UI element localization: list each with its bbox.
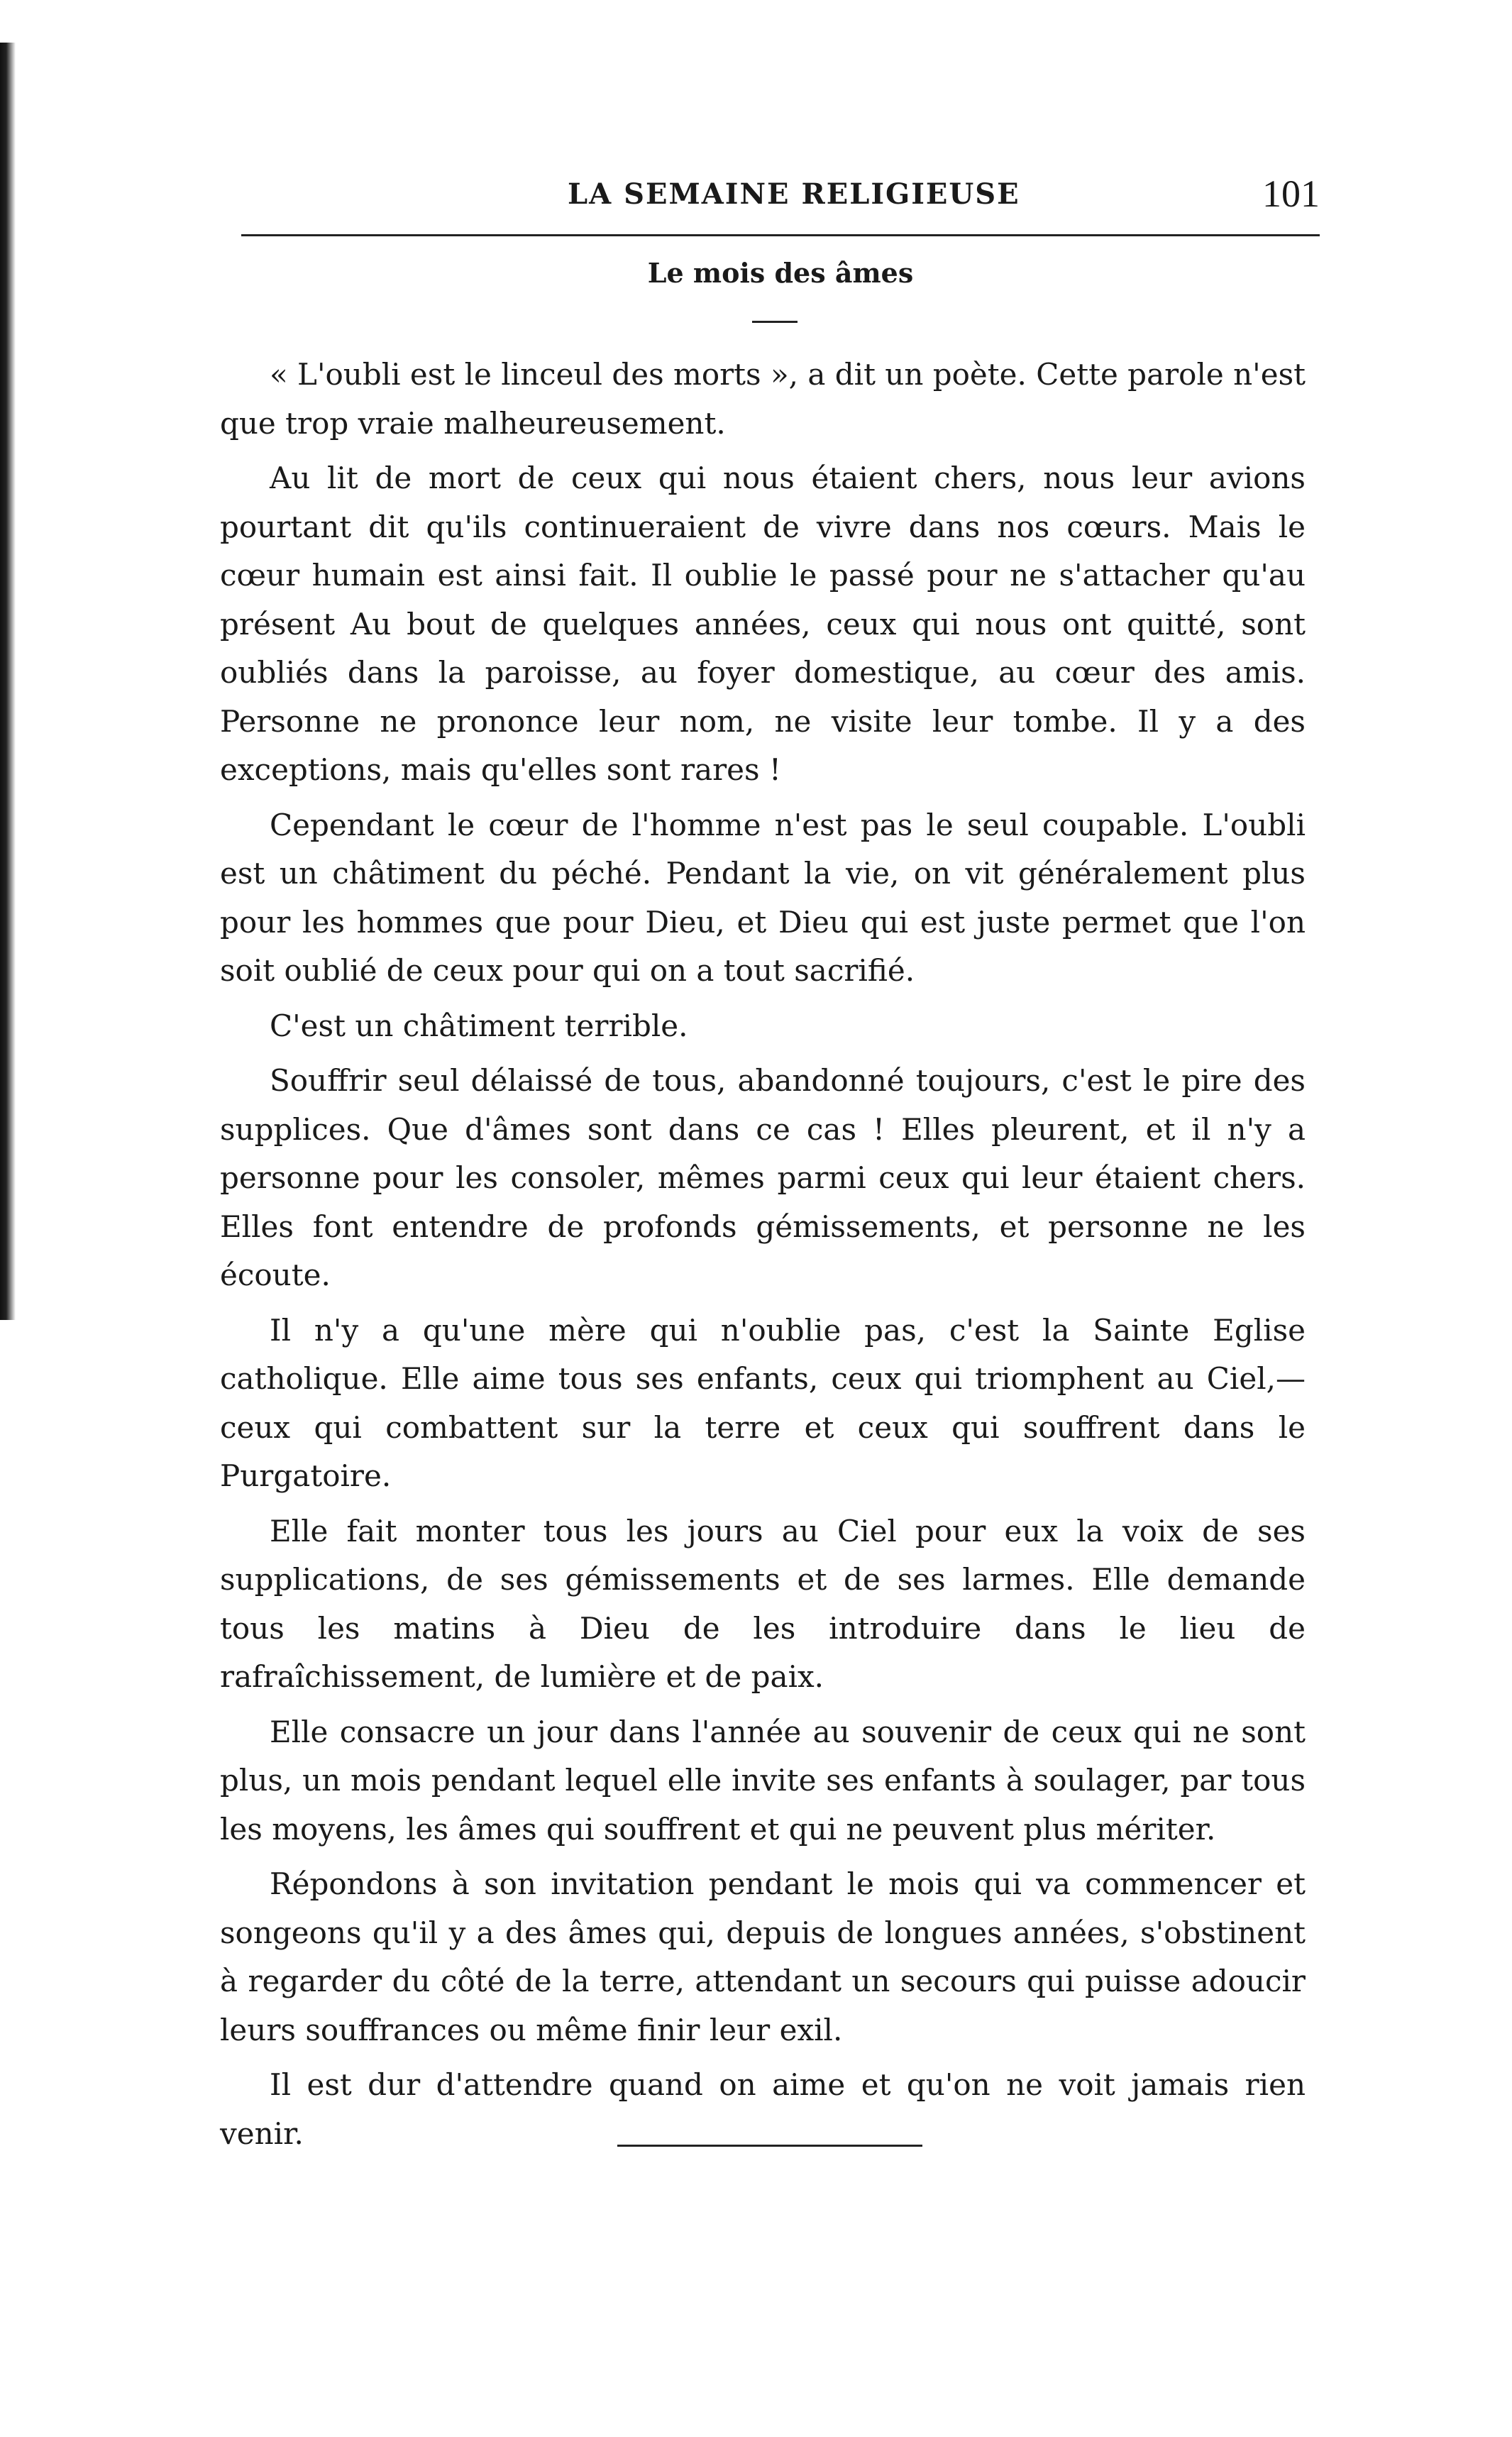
- title-separator-dash: [752, 321, 798, 323]
- paragraph: « L'oubli est le linceul des morts », a dit un poète. Cette parole n'est que trop vraie malheureusement.: [220, 357, 1306, 441]
- paragraph: Elle fait monter tous les jours au Ciel pour eux la voix de ses supplications, de ses gémissements et de ses larmes. Elle demande tous les matins à Dieu de les introduire dans le lieu de rafraîchissement, de lumière et de paix.: [220, 1513, 1306, 1694]
- page-binding-edge: [0, 43, 16, 1320]
- paragraph: Souffrir seul délaissé de tous, abandonné toujours, c'est le pire des supplices. Que d'âmes sont dans ce cas ! Elles pleurent, et il n'y a personne pour les consoler, mêmes parmi ceux qui leur étaient chers. Elles font entendre de profonds gémissements, et personne ne les écoute.: [220, 1063, 1306, 1292]
- paragraph: Il n'y a qu'une mère qui n'oublie pas, c'est la Sainte Eglise catholique. Elle aime tous ses enfants, ceux qui triomphent au Ciel,— ceux qui combattent sur la terre et ceux qui souffrent dans le Purgatoire.: [220, 1312, 1306, 1493]
- paragraph: Répondons à son invitation pendant le mois qui va commencer et songeons qu'il y a des âmes qui, depuis de longues années, s'obstinent à regarder du côté de la terre, attendant un secours qui puisse adoucir leurs souffrances ou même finir leur exil.: [220, 1866, 1306, 2047]
- paragraph: C'est un châtiment terrible.: [270, 1008, 688, 1043]
- paragraph: Elle consacre un jour dans l'année au souvenir de ceux qui ne sont plus, un mois pendant lequel elle invite ses enfants à soulager, par tous les moyens, les âmes qui souffrent et qui ne peuvent plus mériter.: [220, 1714, 1306, 1847]
- paragraph: Il est dur d'attendre quand on aime et qu'on ne voit jamais rien venir.: [220, 2067, 1306, 2151]
- running-title: LA SEMAINE RELIGIEUSE: [568, 177, 1020, 211]
- article-body: [220, 351, 1306, 2164]
- running-head: [241, 167, 1320, 224]
- article-title: Le mois des âmes: [647, 257, 914, 289]
- end-rule: [617, 2145, 922, 2147]
- paragraph: Au lit de mort de ceux qui nous étaient chers, nous leur avions pourtant dit qu'ils continueraient de vivre dans nos cœurs. Mais le cœur humain est ainsi fait. Il oublie le passé pour ne s'attacher qu'au présent Au bout de quelques années, ceux qui nous ont quitté, sont oubliés dans la paroisse, au foyer domestique, au cœur des amis. Personne ne prononce leur nom, ne visite leur tombe. Il y a des exceptions, mais qu'elles sont rares !: [220, 461, 1306, 787]
- header-rule: [241, 234, 1320, 236]
- paragraph: Cependant le cœur de l'homme n'est pas le seul coupable. L'oubli est un châtiment du péché. Pendant la vie, on vit généralement plus pour les hommes que pour Dieu, et Dieu qui est juste permet que l'on soit oublié de ceux pour qui on a tout sacrifié.: [220, 807, 1306, 988]
- page-number: 101: [1262, 172, 1320, 215]
